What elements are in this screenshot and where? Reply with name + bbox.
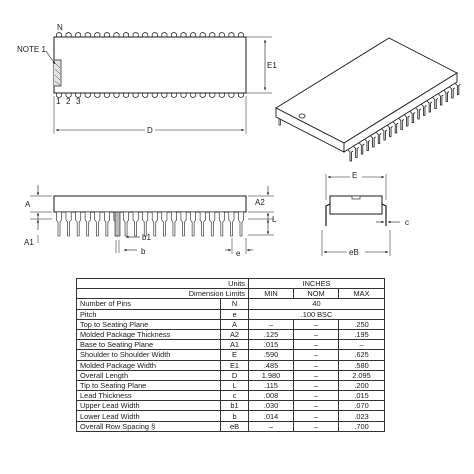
row-min: .590 [249,350,294,360]
bottom-pin [219,93,224,98]
row-name: Lead Thickness [77,391,221,401]
b1-dimension-label: b1 [142,233,151,242]
row-name: Number of Pins [77,299,221,309]
row-symbol: E1 [221,360,249,370]
side-pin [85,212,90,236]
isometric-view [276,38,460,161]
iso-near-pin [410,112,415,123]
iso-near-pin [455,84,460,95]
pin-n-label: N [57,23,63,32]
a2-dimension-label: A2 [255,198,265,207]
bottom-pin [229,93,234,98]
row-symbol: A2 [221,329,249,339]
top-pin-row [56,33,243,38]
row-nom: – [294,360,339,370]
side-pin [210,212,215,236]
row-min: .125 [249,329,294,339]
row-min: .015 [249,340,294,350]
row-max: .250 [339,319,385,329]
table-row [77,299,385,309]
bottom-pin [210,93,215,98]
side-pin [76,212,81,236]
table-row [77,401,385,411]
iso-near-pin [376,133,381,144]
bottom-pin [152,93,157,98]
side-pin [152,212,157,236]
col-nom-header: NOM [294,289,339,299]
iso-near-pin [450,87,455,98]
row-symbol: L [221,380,249,390]
row-symbol: A [221,319,249,329]
top-pin [229,33,234,38]
row-name: Overall Length [77,370,221,380]
iso-near-pin [382,129,387,140]
row-nom: – [294,421,339,431]
top-pin [171,33,176,38]
a-dimension-label: A [25,200,31,209]
e1-dimension-label: E1 [267,61,277,70]
top-pin [143,33,148,38]
row-name: Shoulder to Shoulder Width [77,350,221,360]
units-label: Units [77,279,249,289]
top-pin [133,33,138,38]
bottom-pin [200,93,205,98]
row-max: .070 [339,401,385,411]
e-pitch-label: e [236,249,241,258]
bottom-pin [171,93,176,98]
iso-near-pin [421,105,426,116]
row-min: – [249,421,294,431]
side-pin [171,212,176,236]
side-pin [66,212,71,236]
row-name: Upper Lead Width [77,401,221,411]
d-dimension-label: D [147,126,153,135]
row-name: Molded Package Thickness [77,329,221,339]
dimension-table [76,278,385,432]
row-value: .100 BSC [249,309,385,319]
row-max: .023 [339,411,385,421]
row-nom: – [294,329,339,339]
top-view-body [54,37,246,93]
table-header-row [77,279,385,289]
row-symbol: c [221,391,249,401]
row-name: Top to Seating Plane [77,319,221,329]
col-max-header: MAX [339,289,385,299]
table-row [77,329,385,339]
row-name: Pitch [77,309,221,319]
end-view-right-lead [382,204,386,226]
iso-near-pin [405,115,410,126]
row-name: Lower Lead Width [77,411,221,421]
row-min: .008 [249,391,294,401]
row-max: .700 [339,421,385,431]
top-pin [162,33,167,38]
row-nom: – [294,401,339,411]
l-dimension-label: L [272,215,277,224]
table-row [77,350,385,360]
table-row [77,309,385,319]
side-view [24,185,277,258]
top-pin [66,33,71,38]
side-pin [229,212,234,236]
row-name: Molded Package Width [77,360,221,370]
top-pin [123,33,128,38]
iso-near-pin [444,91,449,102]
c-dimension-label: c [405,218,409,227]
iso-near-pin [399,119,404,130]
row-symbol: D [221,370,249,380]
side-pin [123,212,128,236]
top-pin [200,33,205,38]
side-pin [162,212,167,236]
bottom-pin [143,93,148,98]
row-symbol: A1 [221,340,249,350]
side-pin [104,212,109,236]
end-view-left-lead [326,204,330,226]
top-view [17,23,277,135]
bottom-pin [95,93,100,98]
top-pin [114,33,119,38]
table-row [77,360,385,370]
top-pin [219,33,224,38]
row-min: – [249,319,294,329]
top-pin [238,33,243,38]
iso-near-pin [359,143,364,154]
side-pin [181,212,186,236]
iso-near-pin [433,98,438,109]
row-symbol: b [221,411,249,421]
bottom-pin [191,93,196,98]
row-symbol: b1 [221,401,249,411]
row-min: .014 [249,411,294,421]
row-nom: – [294,380,339,390]
col-min-header: MIN [249,289,294,299]
pin-number-2: 2 [66,97,71,106]
row-max: – [339,340,385,350]
pin-number-3: 3 [76,97,81,106]
row-nom: – [294,370,339,380]
top-pin [56,33,61,38]
row-name: Tip to Seating Plane [77,380,221,390]
top-pin [210,33,215,38]
row-max: .200 [339,380,385,390]
row-max: 2.095 [339,370,385,380]
table-row [77,370,385,380]
table-row [77,411,385,421]
iso-near-pin [354,147,359,158]
table-row [77,380,385,390]
iso-near-pin [438,94,443,105]
bottom-pin [85,93,90,98]
units-value: INCHES [249,279,385,289]
a1-dimension-label: A1 [24,238,34,247]
row-nom: – [294,319,339,329]
note-1-label: NOTE 1 [17,45,46,54]
side-pin [133,212,138,236]
eb-dimension-label: eB [349,248,359,257]
b-dimension-label: b [141,247,146,256]
side-pin [200,212,205,236]
row-symbol: e [221,309,249,319]
iso-near-pin [365,140,370,151]
side-pin [238,212,243,236]
row-nom: – [294,391,339,401]
dimension-limits-label: Dimension Limits [77,289,249,299]
bottom-pin [162,93,167,98]
table-row [77,391,385,401]
iso-near-pin [388,126,393,137]
end-view [322,170,409,257]
side-pin [219,212,224,236]
row-nom: – [294,411,339,421]
highlight-lead [115,212,120,236]
top-pin [191,33,196,38]
side-pin [56,212,61,236]
row-nom: – [294,350,339,360]
row-symbol: eB [221,421,249,431]
bottom-pin [123,93,128,98]
row-max: .580 [339,360,385,370]
iso-near-pin [427,101,432,112]
e-shoulder-label: E [352,171,358,180]
row-symbol: E [221,350,249,360]
table-header-row [77,289,385,299]
iso-near-pin [393,122,398,133]
top-pin [85,33,90,38]
side-pin [191,212,196,236]
row-nom: – [294,340,339,350]
row-symbol: N [221,299,249,309]
row-max: .195 [339,329,385,339]
bottom-pin [114,93,119,98]
bottom-pin [181,93,186,98]
row-min: .030 [249,401,294,411]
table-row [77,340,385,350]
side-view-body [54,196,246,212]
table-row [77,421,385,431]
pin-number-1: 1 [56,97,61,106]
row-name: Base to Seating Plane [77,340,221,350]
top-pin [95,33,100,38]
iso-pin1-dot [299,114,305,118]
row-max: .015 [339,391,385,401]
bottom-pin [133,93,138,98]
iso-near-pin [348,150,353,161]
bottom-pin [104,93,109,98]
top-pin [152,33,157,38]
table-row [77,319,385,329]
row-min: .115 [249,380,294,390]
row-min: 1.980 [249,370,294,380]
top-pin [104,33,109,38]
bottom-pin [238,93,243,98]
iso-near-pin [371,136,376,147]
row-name: Overall Row Spacing § [77,421,221,431]
side-pin [95,212,100,236]
top-pin [76,33,81,38]
row-min: .485 [249,360,294,370]
iso-near-pin [416,108,421,119]
row-max: .625 [339,350,385,360]
bottom-pin-row [56,93,243,98]
top-pin [181,33,186,38]
row-value: 40 [249,299,385,309]
